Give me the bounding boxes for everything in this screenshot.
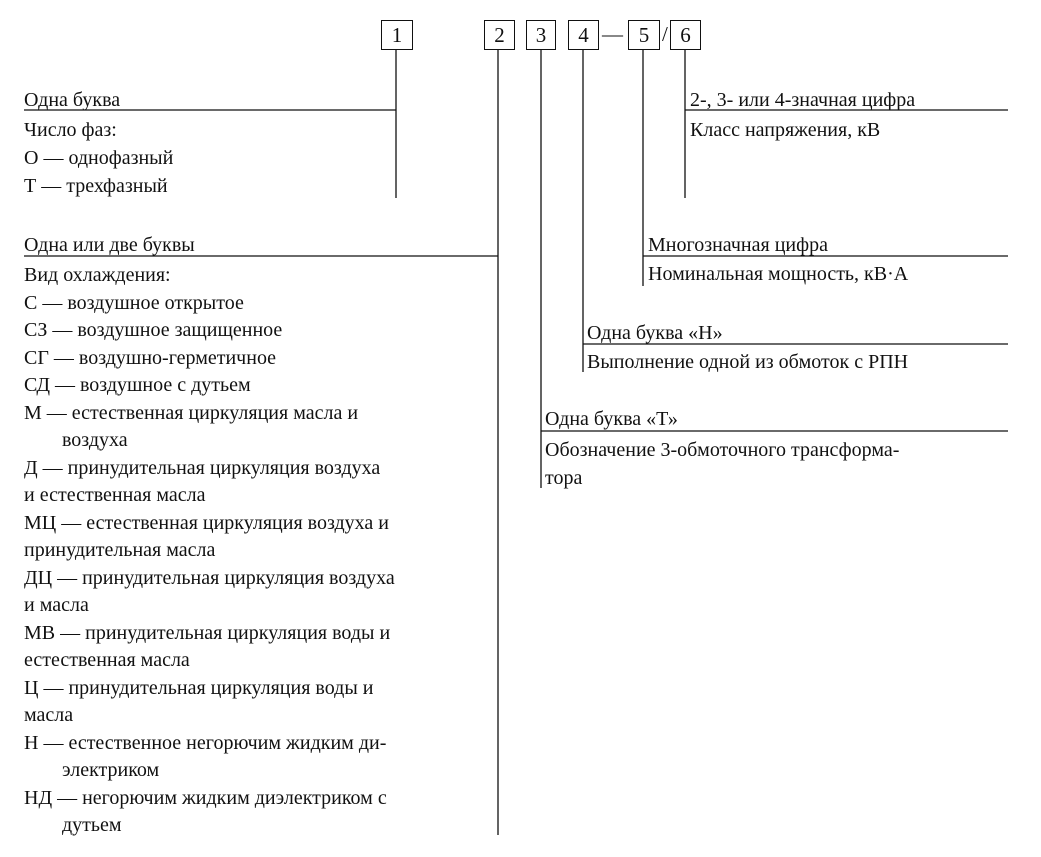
group3-header: Одна буква «Т» [545,408,678,430]
code-box-5: 5 [628,20,660,50]
code-box-3: 3 [526,20,556,50]
code-box-2: 2 [484,20,515,50]
list-item-line: НД — негорючим жидким диэлектриком с [24,786,387,809]
group3-desc-line1: Обозначение 3-обмоточного трансформа- [545,439,900,461]
group6-desc: Класс напряжения, кВ [690,119,881,141]
list-item-line: Н — естественное негорючим жидким ди- [24,731,387,754]
list-item-line: Д — принудительная циркуляция воздуха [24,456,381,479]
cooling-list-title: Вид охлаждения: [24,264,171,286]
code-box-6: 6 [670,20,701,50]
list-item-continuation: воздуха [62,429,128,451]
list-item-line: С — воздушное открытое [24,291,244,314]
list-item [24,290,504,318]
list-item-line: СЗ — воздушное защищенное [24,319,283,341]
slash-separator: / [662,22,668,46]
dash-separator: — [602,22,623,46]
list-item [24,400,504,455]
group3-desc-line2: тора [545,467,583,489]
list-item-line: СД — воздушное с дутьем [24,374,251,396]
group6-header: 2-, 3- или 4-значная цифра [690,89,916,111]
group2-header: Одна или две буквы [24,234,195,256]
group5-desc: Номинальная мощность, кВ·А [648,263,909,285]
list-item-line: Ц — принудительная циркуляция воды и [24,676,374,699]
list-item [24,620,504,675]
group5-header: Многозначная цифра [648,234,828,256]
list-item-continuation: дутьем [62,814,122,836]
code-box-4: 4 [568,20,599,50]
list-item [24,372,504,400]
list-item [24,345,504,373]
group1-header: Одна буква [24,89,121,111]
list-item [24,785,504,840]
list-item-line: МЦ — естественная циркуляция воздуха и [24,511,389,534]
list-item-continuation: масла [24,704,74,726]
list-item [24,730,504,785]
list-item-continuation: и естественная масла [24,484,206,506]
group4-desc: Выполнение одной из обмоток с РПН [587,351,909,373]
list-item [24,455,504,510]
group1-item: О — однофазный [24,147,174,169]
list-item-continuation: естественная масла [24,649,190,671]
list-item [24,565,504,620]
list-item-line: М — естественная циркуляция масла и [24,401,359,424]
code-box-1: 1 [381,20,413,50]
list-item-line: ДЦ — принудительная циркуляция воздуха [24,566,395,589]
list-item-continuation: принудительная масла [24,539,216,561]
group4-header: Одна буква «Н» [587,322,723,344]
group1-title: Число фаз: [24,119,117,141]
list-item-continuation: и масла [24,594,89,616]
list-item-line: МВ — принудительная циркуляция воды и [24,621,391,644]
group1-item: Т — трехфазный [24,175,168,197]
list-item-continuation: электриком [62,759,160,781]
list-item [24,510,504,565]
list-item-line: СГ — воздушно-герметичное [24,346,277,369]
list-item [24,675,504,730]
cooling-list [24,262,504,840]
list-item [24,317,504,345]
